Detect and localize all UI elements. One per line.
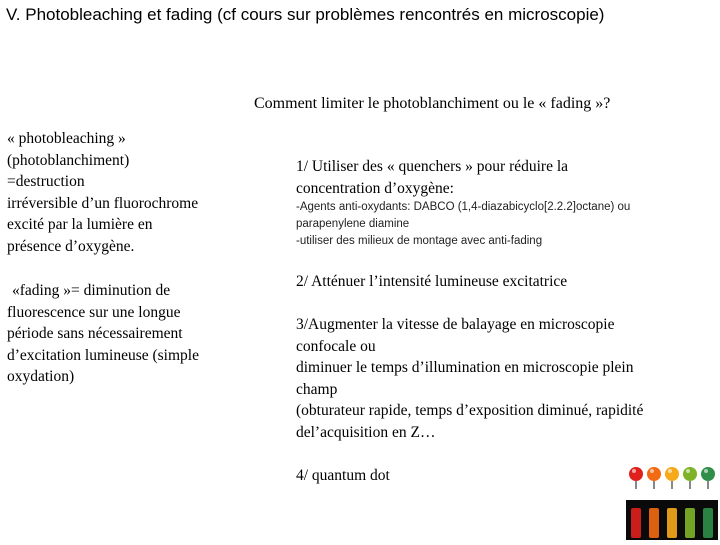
- detail-line: -utiliser des milieux de montage avec anti-fading: [296, 235, 543, 247]
- fading-term-line: [7, 280, 247, 302]
- sphere-highlight: [704, 469, 708, 473]
- point-3-line: confocale ou: [296, 337, 376, 355]
- sphere-highlight: [686, 469, 690, 473]
- sphere-stem: [653, 481, 655, 489]
- photobleaching-definition: [7, 128, 247, 257]
- quantum-dot-image: [626, 456, 718, 540]
- quantum-dot-vial: [631, 508, 641, 538]
- sphere-highlight: [668, 469, 672, 473]
- point-1: [296, 156, 568, 199]
- quantum-dot-vial: [703, 508, 713, 538]
- point-1-details: [296, 199, 630, 250]
- point-3-line: (obturateur rapide, temps d’exposition diminué, rapidité: [296, 402, 644, 419]
- detail-line: parapenylene diamine: [296, 218, 410, 230]
- fading-prefix: «: [12, 282, 20, 299]
- quantum-dot-illustration: [626, 456, 718, 540]
- sphere-stem: [707, 481, 709, 489]
- point-4: 4/ quantum dot: [296, 467, 390, 484]
- sphere-highlight: [650, 469, 654, 473]
- quantum-dot-sphere: [683, 467, 697, 481]
- definition-line: période sans nécessairement: [7, 325, 183, 342]
- definition-line: excité par la lumière en: [7, 216, 153, 233]
- quantum-dot-sphere: [701, 467, 715, 481]
- definition-line: présence d’oxygène.: [7, 237, 135, 255]
- point-3-line: 3/Augmenter la vitesse de balayage en microscopie: [296, 316, 615, 333]
- quantum-dot-vial: [685, 508, 695, 538]
- detail-line: -Agents anti-oxydants: DABCO (1,4-diazabicyclo[2.2.2]octane) ou: [296, 201, 631, 213]
- definition-line: fluorescence sur une longue: [7, 303, 181, 321]
- point-1-line: concentration d’oxygène:: [296, 179, 454, 197]
- fading-term: fading: [19, 282, 60, 299]
- quantum-dot-vial: [649, 508, 659, 538]
- point-3-line: del’acquisition en Z…: [296, 423, 436, 441]
- slide-title: V. Photobleaching et fading (cf cours sur problèmes rencontrés en microscopie): [6, 5, 605, 24]
- point-2: 2/ Atténuer l’intensité lumineuse excitatrice: [296, 273, 568, 290]
- quantum-dot-sphere: [647, 467, 661, 481]
- quantum-dot-sphere: [665, 467, 679, 481]
- sphere-stem: [689, 481, 691, 489]
- point-3-line: diminuer le temps d’illumination en microscopie plein: [296, 359, 634, 376]
- definition-line: oxydation): [7, 368, 75, 385]
- point-3-line: champ: [296, 380, 338, 398]
- quantum-dot-sphere: [629, 467, 643, 481]
- photobleaching-term: « photobleaching »: [7, 130, 126, 147]
- sphere-stem: [671, 481, 673, 489]
- point-3: [296, 314, 643, 443]
- definition-line: (photoblanchiment): [7, 151, 130, 169]
- sphere-stem: [635, 481, 637, 489]
- fading-suffix: »= diminution de: [63, 282, 171, 299]
- sphere-highlight: [632, 469, 636, 473]
- definition-line: =destruction: [7, 173, 85, 190]
- definition-line: d’excitation lumineuse (simple: [7, 346, 199, 364]
- quantum-dot-vial: [667, 508, 677, 538]
- slide-subtitle: Comment limiter le photoblanchiment ou le « fading »?: [254, 95, 611, 112]
- fading-definition: [7, 280, 247, 388]
- point-1-line: 1/ Utiliser des « quenchers » pour réduire la: [296, 158, 569, 175]
- definition-line: irréversible d’un fluorochrome: [7, 194, 199, 212]
